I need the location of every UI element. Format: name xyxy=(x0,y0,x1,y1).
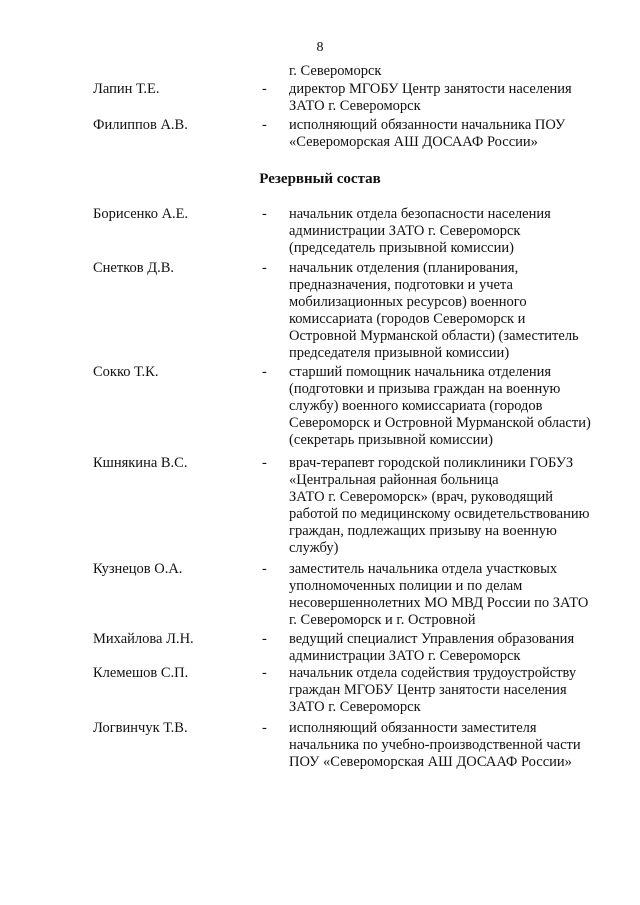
member-role-line: предназначения, подготовки и учета xyxy=(289,277,513,293)
member-dash: - xyxy=(262,631,267,647)
member-name: Кузнецов О.А. xyxy=(93,561,183,577)
member-name: Лапин Т.Е. xyxy=(93,81,160,97)
member-name: Филиппов А.В. xyxy=(93,117,188,133)
page-number: 8 xyxy=(316,40,324,55)
member-name: Клемешов С.П. xyxy=(93,665,189,681)
member-role-line: службу) военного комиссариата (городов xyxy=(289,398,543,414)
member-role-line: начальник отделения (планирования, xyxy=(289,260,519,276)
member-role-line: ЗАТО г. Североморск xyxy=(289,699,421,715)
member-role-line: исполняющий обязанности заместителя xyxy=(289,720,537,736)
member-role-line: уполномоченных полиции и по делам xyxy=(289,578,523,594)
member-name: Сокко Т.К. xyxy=(93,364,159,380)
member-role-line: Островной Мурманской области) (заместитель xyxy=(289,328,579,344)
member-dash: - xyxy=(262,260,267,276)
member-role-line: (секретарь призывной комиссии) xyxy=(289,432,493,448)
member-role-line: несовершеннолетних МО МВД России по ЗАТО xyxy=(289,595,589,611)
member-role-line: службу) xyxy=(289,540,339,556)
member-role-line: ведущий специалист Управления образования xyxy=(289,631,575,647)
member-role-line: исполняющий обязанности начальника ПОУ xyxy=(289,117,566,133)
prelude-text: г. Североморск xyxy=(289,63,382,79)
member-name: Логвинчук Т.В. xyxy=(93,720,188,736)
member-role-line: начальник отдела безопасности населения xyxy=(289,206,551,222)
member-dash: - xyxy=(262,720,267,736)
member-dash: - xyxy=(262,206,267,222)
member-name: Михайлова Л.Н. xyxy=(93,631,194,647)
member-dash: - xyxy=(262,665,267,681)
member-role-line: «Центральная районная больница xyxy=(289,472,499,488)
member-role-line: заместитель начальника отдела участковых xyxy=(289,561,558,577)
member-role-line: Североморск и Островной Мурманской области) xyxy=(289,415,591,431)
member-name: Кшнякина В.С. xyxy=(93,455,188,471)
member-role-line: начальник отдела содействия трудоустройству xyxy=(289,665,577,681)
member-role-line: старший помощник начальника отделения xyxy=(289,364,552,380)
member-dash: - xyxy=(262,81,267,97)
member-role-line: комиссариата (городов Североморск и xyxy=(289,311,526,327)
member-role-line: начальника по учебно-производственной части xyxy=(289,737,581,753)
member-role-line: граждан, подлежащих призыву на военную xyxy=(289,523,557,539)
member-role-line: администрации ЗАТО г. Североморск xyxy=(289,223,521,239)
member-name: Борисенко А.Е. xyxy=(93,206,189,222)
member-role-line: работой по медицинскому освидетельствованию xyxy=(289,506,590,522)
member-role-line: директор МГОБУ Центр занятости населения xyxy=(289,81,572,97)
member-role-line: мобилизационных ресурсов) военного xyxy=(289,294,527,310)
member-role-line: врач-терапевт городской поликлиники ГОБУЗ xyxy=(289,455,574,471)
member-role-line: (подготовки и призыва граждан на военную xyxy=(289,381,561,397)
member-role-line: «Североморская АШ ДОСААФ России» xyxy=(289,134,538,150)
member-name: Снетков Д.В. xyxy=(93,260,175,276)
member-role-line: администрации ЗАТО г. Североморск xyxy=(289,648,521,664)
member-role-line: ЗАТО г. Североморск» (врач, руководящий xyxy=(289,489,554,505)
member-dash: - xyxy=(262,455,267,471)
member-dash: - xyxy=(262,117,267,133)
member-dash: - xyxy=(262,364,267,380)
member-role-line: граждан МГОБУ Центр занятости населения xyxy=(289,682,567,698)
member-role-line: г. Североморск и г. Островной xyxy=(289,612,476,628)
member-role-line: ПОУ «Североморская АШ ДОСААФ России» xyxy=(289,754,572,770)
member-role-line: ЗАТО г. Североморск xyxy=(289,98,421,114)
member-role-line: (председатель призывной комиссии) xyxy=(289,240,514,256)
member-dash: - xyxy=(262,561,267,577)
member-role-line: председателя призывной комиссии) xyxy=(289,345,510,361)
reserve-heading: Резервный состав xyxy=(259,171,381,187)
